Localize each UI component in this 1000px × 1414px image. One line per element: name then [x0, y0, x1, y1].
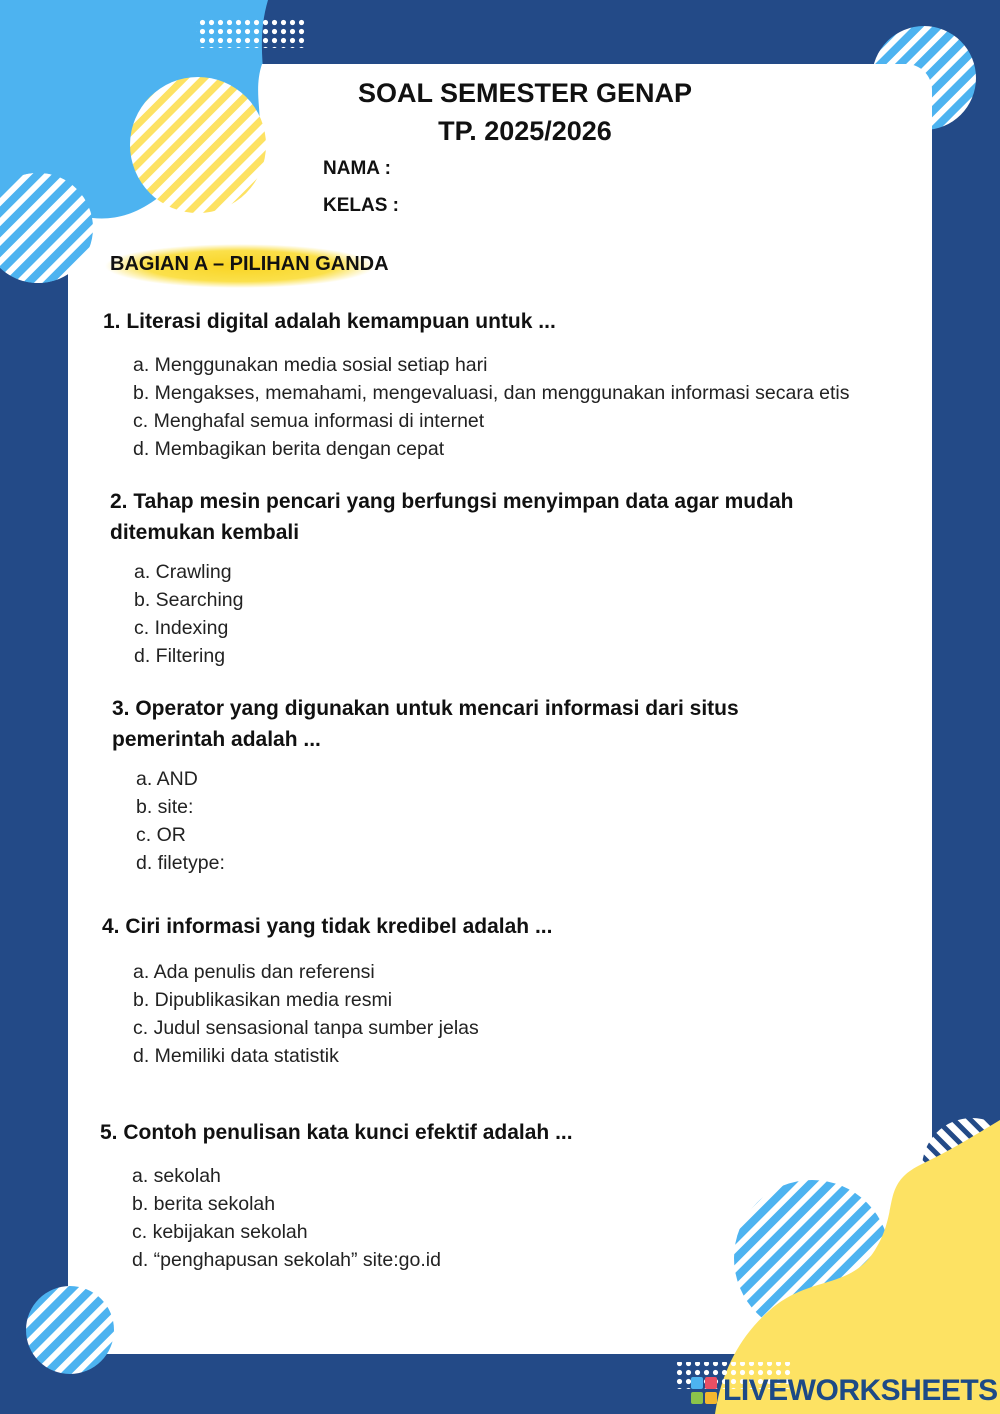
question-text: 4. Ciri informasi yang tidak kredibel adalah ...	[102, 915, 553, 938]
page-title-line1: SOAL SEMESTER GENAP	[357, 78, 693, 108]
option-b[interactable]: b. site:	[136, 796, 194, 818]
option-c[interactable]: c. Indexing	[134, 617, 229, 639]
options-question-5	[132, 1162, 441, 1274]
option-d[interactable]: d. Filtering	[134, 645, 226, 667]
question-text-line1: 2. Tahap mesin pencari yang berfungsi menyimpan data agar mudah	[110, 490, 794, 513]
question-2	[110, 486, 793, 548]
liveworksheets-logo[interactable]	[690, 1374, 998, 1408]
question-text-line1: 3. Operator yang digunakan untuk mencari informasi dari situs	[112, 697, 739, 720]
question-1	[103, 306, 556, 337]
question-4	[102, 911, 552, 942]
option-d[interactable]: d. Memiliki data statistik	[133, 1045, 339, 1067]
option-d[interactable]: d. “penghapusan sekolah” site:go.id	[132, 1249, 441, 1271]
option-b[interactable]: b. Dipublikasikan media resmi	[133, 989, 393, 1011]
liveworksheets-logo-icon	[690, 1375, 720, 1407]
option-b[interactable]: b. Searching	[134, 589, 244, 611]
question-text-line2: pemerintah adalah ...	[112, 728, 321, 751]
option-d[interactable]: d. filetype:	[136, 852, 225, 874]
question-text: 1. Literasi digital adalah kemampuan untuk ...	[103, 310, 556, 333]
question-3	[112, 693, 739, 755]
page-title-line2: TP. 2025/2026	[438, 116, 612, 146]
option-c[interactable]: c. kebijakan sekolah	[132, 1221, 308, 1243]
question-text: 5. Contoh penulisan kata kunci efektif adalah ...	[100, 1121, 573, 1144]
option-c[interactable]: c. OR	[136, 824, 186, 846]
logo-text: LIVEWORKSHEETS	[723, 1374, 998, 1407]
option-a[interactable]: a. Ada penulis dan referensi	[133, 961, 375, 983]
option-b[interactable]: b. berita sekolah	[132, 1193, 276, 1215]
section-heading: BAGIAN A – PILIHAN GANDA	[110, 253, 389, 275]
kelas-label: KELAS :	[323, 195, 399, 216]
nama-label: NAMA :	[323, 158, 391, 179]
option-c[interactable]: c. Menghafal semua informasi di internet	[133, 410, 485, 432]
question-text-line2: ditemukan kembali	[110, 521, 300, 544]
options-question-2	[134, 558, 244, 670]
options-question-4	[133, 958, 479, 1070]
option-b[interactable]: b. Mengakses, memahami, mengevaluasi, dan menggunakan informasi secara etis	[133, 382, 850, 404]
options-question-1	[133, 351, 849, 463]
option-a[interactable]: a. AND	[136, 768, 198, 790]
options-question-3	[136, 765, 225, 877]
option-d[interactable]: d. Membagikan berita dengan cepat	[133, 438, 445, 460]
option-a[interactable]: a. sekolah	[132, 1165, 221, 1187]
question-5	[100, 1117, 573, 1148]
option-c[interactable]: c. Judul sensasional tanpa sumber jelas	[133, 1017, 479, 1039]
option-a[interactable]: a. Menggunakan media sosial setiap hari	[133, 354, 488, 376]
option-a[interactable]: a. Crawling	[134, 561, 232, 583]
